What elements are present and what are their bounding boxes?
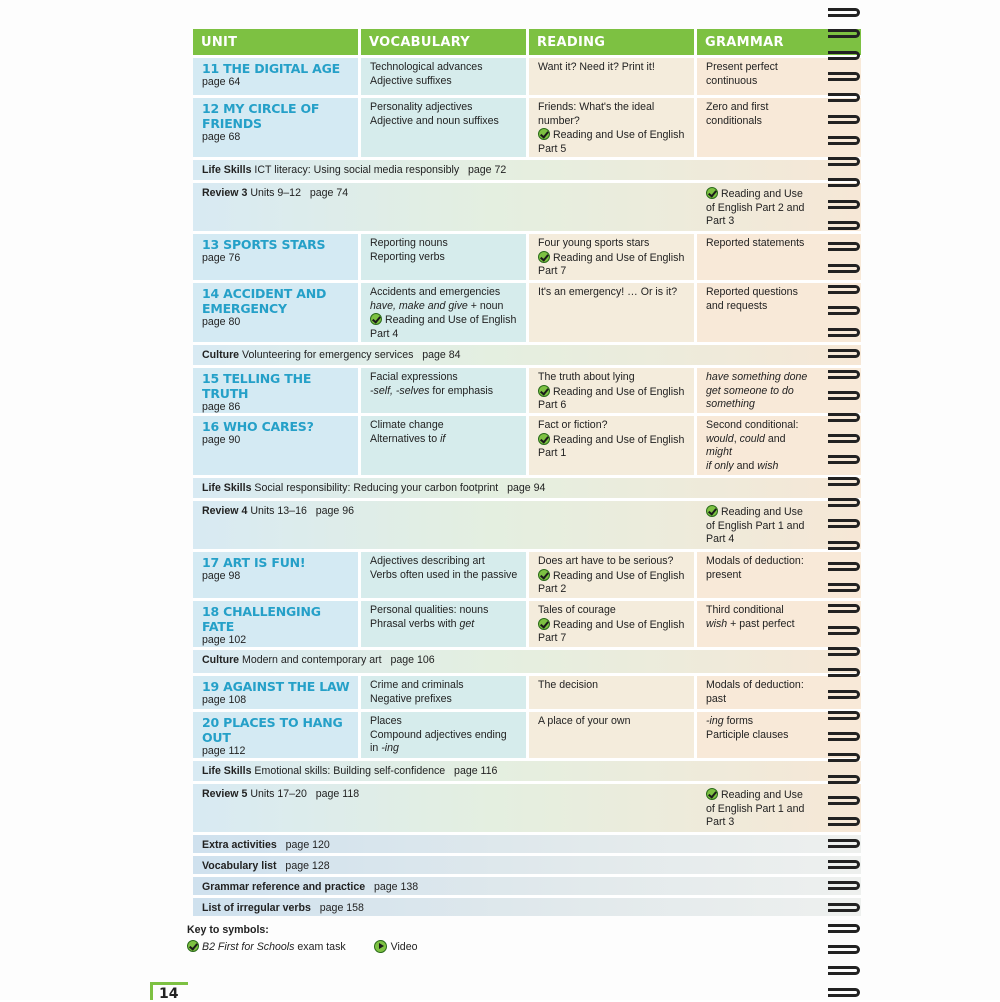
header-reading: READING (529, 29, 697, 55)
spiral-loop (828, 200, 860, 209)
review-band (193, 180, 861, 231)
extra-page: page 138 (373, 881, 419, 893)
spiral-loop (828, 966, 860, 975)
spiral-loop (828, 72, 860, 81)
spiral-loop (828, 903, 860, 912)
grammar-line: something (706, 398, 755, 411)
review-band (193, 781, 861, 832)
grammar-line: Reported statements (706, 237, 805, 249)
grammar-italic: if only (706, 459, 734, 472)
unit-cell (193, 416, 361, 475)
spiral-loop (828, 732, 860, 741)
unit-page: page 90 (202, 434, 241, 446)
exam-part: Part 6 (538, 399, 567, 412)
life-skills-band (193, 157, 861, 180)
grammar-line: Present perfect (706, 61, 778, 73)
exam-task-text: Reading and Use of English (553, 385, 685, 398)
exam-part: Part 7 (538, 265, 567, 278)
unit-row (193, 365, 861, 413)
exam-task-text: Reading and Use of English (553, 251, 685, 264)
exam-line: Reading and Use (721, 188, 803, 200)
grammar-line: Participle clauses (706, 728, 789, 741)
vocab-suffix: + noun (467, 299, 504, 312)
spiral-loop (828, 136, 860, 145)
spiral-loop (828, 178, 860, 187)
unit-title: 11 THE DIGITAL AGE (202, 61, 340, 76)
band-label: Culture (202, 349, 240, 361)
unit-title: 12 MY CIRCLE OF FRIENDS (202, 101, 320, 131)
grammar-text: and (764, 432, 786, 445)
spiral-loop (828, 711, 860, 720)
symbol-key (187, 924, 417, 953)
grammar-line: Reported questions (706, 286, 798, 298)
key-exam-text: exam task (294, 941, 346, 953)
vocab-line: Crime and criminals (370, 679, 464, 691)
reading-line: Friends: What's the ideal (538, 101, 655, 113)
reading-cell (529, 283, 697, 342)
unit-cell (193, 712, 361, 758)
band-text: Units 17–20 (250, 788, 307, 800)
reading-cell (529, 552, 697, 598)
grammar-text: forms (723, 715, 754, 727)
unit-cell (193, 601, 361, 647)
band-page: page 74 (309, 187, 349, 199)
unit-row (193, 95, 861, 157)
unit-cell (193, 368, 361, 413)
exam-task-icon (538, 433, 550, 445)
reading-line: number? (538, 114, 580, 127)
band-label: Culture (202, 654, 240, 666)
vocab-suffix: for emphasis (429, 384, 494, 397)
exam-line: Part 4 (706, 533, 735, 546)
vocab-line: Reporting verbs (370, 250, 445, 263)
unit-cell (193, 283, 361, 342)
vocab-cell (361, 676, 529, 709)
grammar-italic: could (739, 432, 765, 445)
grammar-italic: -ing (706, 715, 724, 727)
spiral-loop (828, 562, 860, 571)
spiral-loop (828, 924, 860, 933)
grammar-italic: might (706, 446, 732, 459)
grammar-italic: wish (757, 459, 779, 472)
spiral-loop (828, 541, 860, 550)
unit-title: 17 ART IS FUN! (202, 555, 306, 570)
video-icon (374, 940, 387, 953)
band-text: Units 13–16 (250, 505, 307, 517)
grammar-line: past (706, 692, 727, 705)
band-page: page 118 (315, 788, 360, 800)
spiral-loop (828, 668, 860, 677)
spiral-loop (828, 690, 860, 699)
spiral-loop (828, 988, 860, 997)
culture-band (193, 342, 861, 365)
extra-label: Extra activities (202, 839, 277, 851)
vocab-italic: get (459, 617, 475, 630)
vocab-line: Personality adjectives (370, 101, 473, 113)
unit-title: 16 WHO CARES? (202, 419, 314, 434)
unit-row (193, 55, 861, 95)
grammar-line: Second conditional: (706, 419, 799, 431)
spiral-loop (828, 115, 860, 124)
vocab-line: Places (370, 715, 402, 727)
exam-line: Reading and Use (721, 506, 803, 518)
exam-task-text: Reading and Use of English (553, 569, 685, 582)
spiral-loop (828, 945, 860, 954)
unit-page: page 64 (202, 76, 241, 88)
spiral-loop (828, 881, 860, 890)
vocab-prefix: Alternatives to (370, 432, 441, 445)
unit-title: 15 TELLING THE TRUTH (202, 371, 312, 401)
vocab-cell (361, 234, 529, 280)
spiral-loop (828, 477, 860, 486)
vocab-italic: -self, -selves (370, 384, 430, 397)
exam-task-icon (538, 618, 550, 630)
spiral-loop (828, 860, 860, 869)
spiral-loop (828, 455, 860, 464)
band-text: Social responsibility: Reducing your carbon footprint (254, 482, 499, 494)
page-number: 14 (150, 982, 188, 1000)
reading-cell (529, 676, 697, 709)
spiral-loop (828, 285, 860, 294)
vocab-cell (361, 58, 529, 95)
reading-line: Four young sports stars (538, 237, 650, 249)
vocabulary-list-row (193, 853, 861, 874)
band-page: page 72 (467, 164, 507, 176)
reading-line: A place of your own (538, 715, 631, 727)
unit-page: page 76 (202, 252, 241, 264)
reading-line: Fact or fiction? (538, 419, 608, 431)
grammar-line: continuous (706, 74, 758, 87)
extra-activities-row (193, 832, 861, 853)
exam-part: Part 5 (538, 142, 567, 155)
vocab-cell (361, 712, 529, 758)
spiral-loop (828, 413, 860, 422)
key-exam-italic: B2 First for Schools (202, 941, 295, 953)
vocab-line: Technological advances (370, 61, 483, 73)
spiral-loop (828, 647, 860, 656)
spiral-loop (828, 264, 860, 273)
vocab-prefix: in (370, 742, 382, 755)
review-band (193, 498, 861, 549)
band-page: page 106 (390, 654, 435, 666)
grammar-line: and requests (706, 299, 768, 312)
grammar-text: and (733, 459, 758, 472)
extra-label: Vocabulary list (202, 860, 277, 872)
exam-task-icon (538, 251, 550, 263)
extra-page: page 128 (285, 860, 330, 872)
unit-cell (193, 58, 361, 95)
vocab-line: Facial expressions (370, 371, 458, 383)
reading-cell (529, 58, 697, 95)
exam-line: of English Part 2 and (706, 201, 805, 214)
spiral-loop (828, 434, 860, 443)
unit-row (193, 280, 861, 342)
band-text: ICT literacy: Using social media responsibly (254, 164, 460, 176)
vocab-prefix: Phrasal verbs with (370, 617, 460, 630)
life-skills-band (193, 475, 861, 498)
unit-row (193, 413, 861, 475)
unit-cell (193, 98, 361, 157)
grammar-line: conditionals (706, 114, 762, 127)
unit-page: page 98 (202, 570, 241, 582)
unit-cell (193, 676, 361, 709)
vocab-line: Compound adjectives ending (370, 728, 507, 741)
spiral-loop (828, 370, 860, 379)
vocab-line: Adjectives describing art (370, 555, 485, 567)
band-label: Review 3 (202, 187, 248, 199)
exam-line: Part 3 (706, 215, 735, 228)
exam-task-icon (706, 788, 718, 800)
spiral-loop (828, 242, 860, 251)
reading-line: It's an emergency! … Or is it? (538, 286, 678, 298)
band-label: Review 5 (202, 788, 248, 800)
vocab-cell (361, 416, 529, 475)
band-text: Emotional skills: Building self-confidence (254, 765, 446, 777)
vocab-cell (361, 601, 529, 647)
table-header (193, 29, 861, 55)
life-skills-band (193, 758, 861, 781)
contents-table (193, 29, 861, 916)
exam-line: Part 3 (706, 816, 735, 829)
vocab-cell (361, 98, 529, 157)
exam-part: Part 1 (538, 447, 567, 460)
reading-line: Want it? Need it? Print it! (538, 61, 655, 73)
reading-cell (529, 416, 697, 475)
exam-task-icon (538, 385, 550, 397)
exam-task-icon (706, 187, 718, 199)
band-text: Volunteering for emergency services (242, 349, 414, 361)
unit-page: page 80 (202, 316, 241, 328)
unit-title: 14 ACCIDENT AND EMERGENCY (202, 286, 327, 316)
exam-task-icon (538, 128, 550, 140)
vocab-italic: have, make and give (370, 299, 468, 312)
reading-cell (529, 368, 697, 413)
vocab-line: Negative prefixes (370, 692, 452, 705)
spiral-loop (828, 839, 860, 848)
vocab-line: Reporting nouns (370, 237, 448, 249)
unit-page: page 86 (202, 401, 241, 413)
unit-title: 18 CHALLENGING FATE (202, 604, 321, 634)
grammar-text: , (733, 432, 740, 445)
grammar-line: Zero and first (706, 101, 769, 113)
spiral-loop (828, 498, 860, 507)
vocab-line: Accidents and emergencies (370, 286, 501, 298)
spiral-loop (828, 51, 860, 60)
band-page: page 116 (454, 765, 498, 777)
spiral-loop (828, 391, 860, 400)
exam-task-icon (187, 940, 199, 952)
spiral-loop (828, 753, 860, 762)
spiral-loop (828, 29, 860, 38)
vocab-italic: if (440, 432, 446, 445)
spiral-loop (828, 306, 860, 315)
grammar-line: Modals of deduction: (706, 679, 804, 691)
spiral-binding (828, 0, 868, 1000)
grammar-line: present (706, 568, 742, 581)
vocab-line: Adjective and noun suffixes (370, 114, 499, 127)
spiral-loop (828, 349, 860, 358)
extra-page: page 120 (285, 839, 330, 851)
unit-cell (193, 552, 361, 598)
spiral-loop (828, 775, 860, 784)
grammar-line: Modals of deduction: (706, 555, 804, 567)
grammar-text: + past perfect (727, 617, 795, 630)
exam-task-icon (538, 569, 550, 581)
exam-part: Part 4 (370, 327, 399, 340)
exam-task-text: Reading and Use of English (385, 314, 517, 327)
unit-row (193, 549, 861, 598)
unit-page: page 102 (202, 634, 247, 646)
vocab-italic: -ing (381, 742, 399, 755)
spiral-loop (828, 519, 860, 528)
unit-title: 20 PLACES TO HANG OUT (202, 715, 343, 745)
spiral-loop (828, 8, 860, 17)
unit-row (193, 709, 861, 758)
reading-line: Does art have to be serious? (538, 555, 674, 567)
reading-line: Tales of courage (538, 604, 616, 616)
band-text: Units 9–12 (250, 187, 301, 199)
extra-page: page 158 (319, 902, 364, 914)
grammar-line: have something done (706, 371, 808, 383)
reading-cell (529, 98, 697, 157)
band-page: page 84 (422, 349, 461, 361)
grammar-line: Third conditional (706, 604, 784, 616)
grammar-line: get someone to do (706, 384, 794, 397)
spiral-loop (828, 817, 860, 826)
reading-line: The truth about lying (538, 371, 635, 383)
spiral-loop (828, 604, 860, 613)
extra-label: Grammar reference and practice (202, 881, 366, 893)
spiral-loop (828, 221, 860, 230)
band-label: Review 4 (202, 505, 248, 517)
band-text: Modern and contemporary art (242, 654, 382, 666)
header-vocabulary: VOCABULARY (361, 29, 529, 55)
unit-page: page 68 (202, 131, 241, 143)
exam-line: Reading and Use (721, 789, 803, 801)
band-page: page 96 (315, 505, 354, 517)
exam-task-text: Reading and Use of English (553, 618, 685, 631)
spiral-loop (828, 626, 860, 635)
extra-label: List of irregular verbs (202, 902, 311, 914)
exam-task-text: Reading and Use of English (553, 129, 685, 142)
vocab-line: Verbs often used in the passive (370, 568, 518, 581)
unit-row (193, 598, 861, 647)
culture-band (193, 647, 861, 673)
unit-page: page 112 (202, 745, 246, 757)
header-grammar: GRAMMAR (697, 29, 861, 55)
grammar-italic: wish (706, 617, 728, 630)
irregular-verbs-row (193, 895, 861, 916)
band-label: Life Skills (202, 765, 252, 777)
key-title: Key to symbols: (187, 924, 269, 936)
exam-task-text: Reading and Use of English (553, 433, 685, 446)
spiral-loop (828, 328, 860, 337)
exam-part: Part 2 (538, 583, 567, 596)
spiral-loop (828, 93, 860, 102)
exam-task-icon (370, 313, 382, 325)
unit-page: page 108 (202, 694, 247, 706)
exam-part: Part 7 (538, 632, 567, 645)
grammar-reference-row (193, 874, 861, 895)
unit-row (193, 231, 861, 280)
reading-cell (529, 234, 697, 280)
exam-task-icon (706, 505, 718, 517)
vocab-line: Climate change (370, 419, 444, 431)
vocab-line: Personal qualities: nouns (370, 604, 489, 616)
spiral-loop (828, 796, 860, 805)
unit-cell (193, 234, 361, 280)
unit-title: 19 AGAINST THE LAW (202, 679, 350, 694)
reading-line: The decision (538, 679, 599, 691)
vocab-cell (361, 283, 529, 342)
vocab-cell (361, 552, 529, 598)
reading-cell (529, 712, 697, 758)
band-label: Life Skills (202, 482, 252, 494)
spiral-loop (828, 157, 860, 166)
spiral-loop (828, 583, 860, 592)
band-label: Life Skills (202, 164, 252, 176)
unit-row (193, 673, 861, 709)
grammar-italic: would (706, 432, 734, 445)
header-unit: UNIT (193, 29, 361, 55)
exam-line: of English Part 1 and (706, 519, 805, 532)
exam-line: of English Part 1 and (706, 802, 805, 815)
vocab-cell (361, 368, 529, 413)
vocab-line: Adjective suffixes (370, 74, 452, 87)
unit-title: 13 SPORTS STARS (202, 237, 326, 252)
key-video-text: Video (390, 941, 418, 953)
reading-cell (529, 601, 697, 647)
band-page: page 94 (507, 482, 546, 494)
